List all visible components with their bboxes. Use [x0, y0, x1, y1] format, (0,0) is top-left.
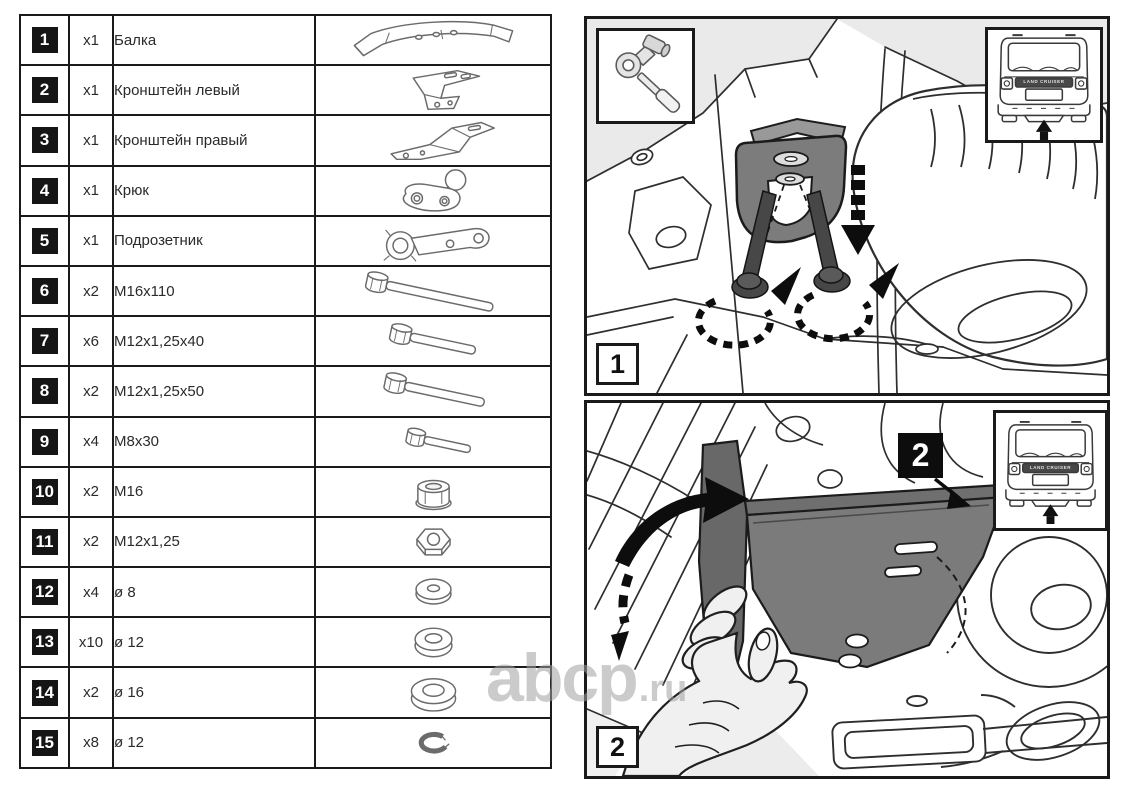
- part-number-badge: 10: [32, 479, 58, 505]
- table-row: [20, 115, 551, 165]
- part-number-badge: 12: [32, 579, 58, 605]
- rotate-arrow-icon: [698, 263, 899, 345]
- part-name: M12x1,25: [113, 517, 315, 567]
- part-qty: x1: [69, 65, 113, 115]
- part-qty: x4: [69, 417, 113, 467]
- part-icon-spring-washer: [326, 720, 541, 766]
- part-number-badge: 1: [32, 27, 58, 53]
- part-number-badge: 2: [32, 77, 58, 103]
- step-2-label: 2: [596, 726, 639, 768]
- wrench-inset: [596, 28, 695, 124]
- vehicle-label: LAND CRUISER: [1023, 79, 1065, 85]
- car-rear-inset-step2: [993, 410, 1108, 531]
- part-number-badge: 7: [32, 328, 58, 354]
- part-qty: x2: [69, 366, 113, 416]
- part-icon-bracket-right: [326, 117, 541, 163]
- part-qty: x1: [69, 115, 113, 165]
- ratchet-wrench-icon: [599, 31, 692, 121]
- part-icon-hook: [326, 168, 541, 214]
- part-name: ø 8: [113, 567, 315, 617]
- vehicle-label: LAND CRUISER: [1029, 464, 1072, 470]
- part-icon-bolt-short: [326, 419, 541, 465]
- table-row: [20, 517, 551, 567]
- part-name: ø 16: [113, 667, 315, 717]
- part-qty: x4: [69, 567, 113, 617]
- part-icon-hex-nut: [326, 519, 541, 565]
- step-1-panel: [584, 16, 1110, 396]
- parts-table: [19, 14, 552, 769]
- part-name: Балка: [113, 15, 315, 65]
- part-qty: x1: [69, 166, 113, 216]
- part-number-badge: 8: [32, 378, 58, 404]
- part-name: Кронштейн правый: [113, 115, 315, 165]
- part-name: M16x110: [113, 266, 315, 316]
- part-qty: x8: [69, 718, 113, 768]
- part-icon-flange-nut: [326, 469, 541, 515]
- part-number-badge: 5: [32, 228, 58, 254]
- part-icon-bolt-medium: [326, 318, 541, 364]
- table-row: [20, 366, 551, 416]
- step-1-label: 1: [596, 343, 639, 385]
- table-row: [20, 417, 551, 467]
- table-row: [20, 467, 551, 517]
- table-row: [20, 65, 551, 115]
- watermark-text: abcp: [486, 640, 637, 716]
- table-row: [20, 316, 551, 366]
- part-name: Подрозетник: [113, 216, 315, 266]
- part-icon-washer-16: [326, 670, 541, 716]
- part-name: M8x30: [113, 417, 315, 467]
- part-qty: x2: [69, 517, 113, 567]
- part-name: Кронштейн левый: [113, 65, 315, 115]
- part-qty: x10: [69, 617, 113, 667]
- step-2-panel: [584, 400, 1110, 779]
- part-qty: x2: [69, 467, 113, 517]
- part-icon-bolt-medium2: [326, 368, 541, 414]
- part-icon-bracket-left: [326, 67, 541, 113]
- part-name: M12x1,25x50: [113, 366, 315, 416]
- part-name: M12x1,25x40: [113, 316, 315, 366]
- part-name: ø 12: [113, 617, 315, 667]
- table-row: [20, 166, 551, 216]
- part-icon-bolt-long: [326, 268, 541, 314]
- part-icon-washer-8: [326, 569, 541, 615]
- part-number-badge: 11: [32, 529, 58, 555]
- plate-bracket-illustration: [699, 441, 1008, 691]
- table-row: [20, 266, 551, 316]
- part-number-badge: 3: [32, 127, 58, 153]
- part-icon-washer-12: [326, 619, 541, 665]
- part-qty: x1: [69, 216, 113, 266]
- table-row: [20, 617, 551, 667]
- part-qty: x2: [69, 667, 113, 717]
- part-icon-beam: [326, 17, 541, 63]
- part-number-badge: 9: [32, 429, 58, 455]
- part-qty: x2: [69, 266, 113, 316]
- part-name: Крюк: [113, 166, 315, 216]
- part-name: ø 12: [113, 718, 315, 768]
- part-number-badge: 14: [32, 680, 58, 706]
- watermark-suffix: .ru: [638, 668, 688, 710]
- part-number-badge: 6: [32, 278, 58, 304]
- table-row: [20, 667, 551, 717]
- part-number-badge: 4: [32, 178, 58, 204]
- part-qty: x6: [69, 316, 113, 366]
- parts-table-body: [20, 15, 551, 768]
- part-number-badge: 15: [32, 730, 58, 756]
- part-icon-socket-plate: [326, 218, 541, 264]
- part-number-badge: 13: [32, 629, 58, 655]
- part-name: M16: [113, 467, 315, 517]
- table-row: [20, 15, 551, 65]
- table-row: [20, 567, 551, 617]
- table-row: [20, 718, 551, 768]
- table-row: [20, 216, 551, 266]
- step-2-callout: 2: [898, 433, 943, 478]
- car-rear-inset-step1: [985, 27, 1103, 143]
- part-qty: x1: [69, 15, 113, 65]
